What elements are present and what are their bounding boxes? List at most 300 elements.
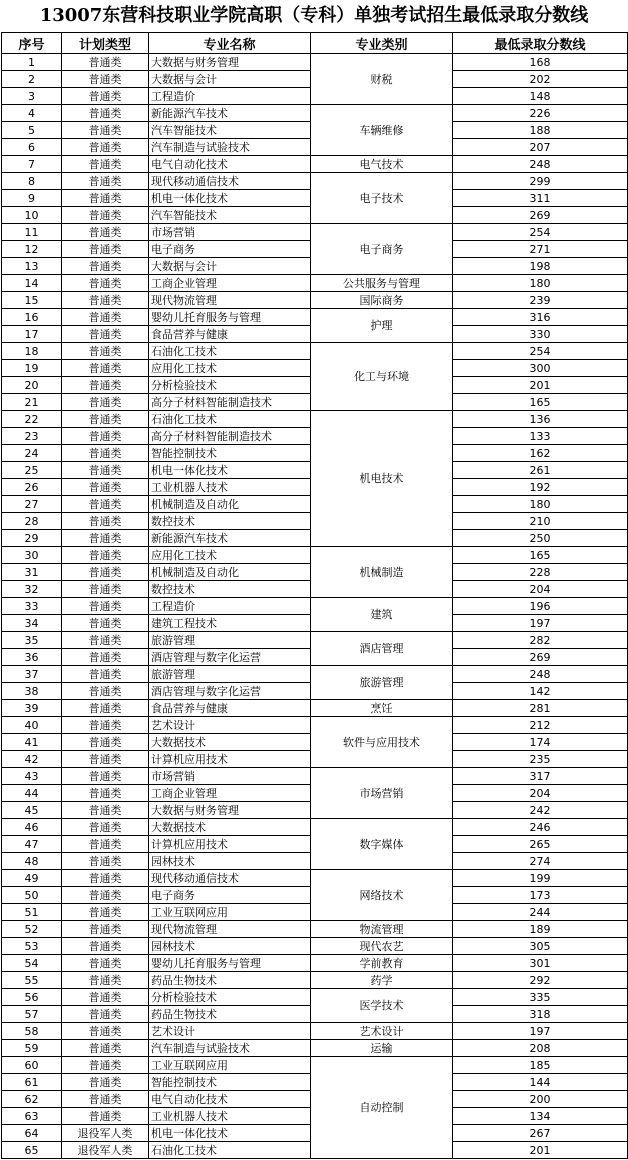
major-name: 分析检验技术	[149, 377, 311, 394]
row-index: 52	[2, 921, 62, 938]
plan-type: 普通类	[62, 1091, 149, 1108]
row-index: 36	[2, 649, 62, 666]
plan-type: 普通类	[62, 955, 149, 972]
row-index: 40	[2, 717, 62, 734]
plan-type: 普通类	[62, 479, 149, 496]
plan-type: 普通类	[62, 1040, 149, 1057]
major-name: 机械制造及自动化	[149, 564, 311, 581]
major-name: 现代移动通信技术	[149, 870, 311, 887]
min-score: 301	[453, 955, 628, 972]
row-index: 64	[2, 1125, 62, 1142]
major-name: 艺术设计	[149, 1023, 311, 1040]
major-name: 工业机器人技术	[149, 479, 311, 496]
plan-type: 普通类	[62, 156, 149, 173]
major-name: 药品生物技术	[149, 1006, 311, 1023]
major-name: 大数据与财务管理	[149, 802, 311, 819]
row-index: 38	[2, 683, 62, 700]
min-score: 202	[453, 71, 628, 88]
major-name: 应用化工技术	[149, 360, 311, 377]
plan-type: 普通类	[62, 700, 149, 717]
major-name: 大数据与会计	[149, 258, 311, 275]
row-index: 2	[2, 71, 62, 88]
row-index: 1	[2, 54, 62, 71]
min-score: 226	[453, 105, 628, 122]
min-score: 197	[453, 615, 628, 632]
major-category: 电子商务	[311, 224, 453, 275]
major-category: 药学	[311, 972, 453, 989]
major-name: 大数据技术	[149, 734, 311, 751]
major-name: 分析检验技术	[149, 989, 311, 1006]
row-index: 50	[2, 887, 62, 904]
min-score: 210	[453, 513, 628, 530]
row-index: 3	[2, 88, 62, 105]
row-index: 62	[2, 1091, 62, 1108]
table-row	[2, 105, 628, 122]
major-name: 汽车制造与试验技术	[149, 139, 311, 156]
plan-type: 普通类	[62, 802, 149, 819]
major-name: 高分子材料智能制造技术	[149, 394, 311, 411]
major-category: 物流管理	[311, 921, 453, 938]
row-index: 4	[2, 105, 62, 122]
row-index: 14	[2, 275, 62, 292]
plan-type: 普通类	[62, 938, 149, 955]
row-index: 51	[2, 904, 62, 921]
min-score: 335	[453, 989, 628, 1006]
row-index: 59	[2, 1040, 62, 1057]
row-index: 49	[2, 870, 62, 887]
row-index: 21	[2, 394, 62, 411]
row-index: 19	[2, 360, 62, 377]
row-index: 27	[2, 496, 62, 513]
row-index: 20	[2, 377, 62, 394]
table-row	[2, 955, 628, 972]
min-score: 305	[453, 938, 628, 955]
major-name: 电子商务	[149, 887, 311, 904]
major-category: 酒店管理	[311, 632, 453, 666]
table-row	[2, 598, 628, 615]
row-index: 63	[2, 1108, 62, 1125]
major-name: 市场营销	[149, 224, 311, 241]
table-row	[2, 938, 628, 955]
major-name: 电气自动化技术	[149, 1091, 311, 1108]
plan-type: 普通类	[62, 377, 149, 394]
major-name: 婴幼儿托育服务与管理	[149, 309, 311, 326]
table-row	[2, 700, 628, 717]
min-score: 148	[453, 88, 628, 105]
major-name: 电子商务	[149, 241, 311, 258]
plan-type: 普通类	[62, 224, 149, 241]
row-index: 41	[2, 734, 62, 751]
major-name: 建筑工程技术	[149, 615, 311, 632]
row-index: 17	[2, 326, 62, 343]
min-score: 204	[453, 581, 628, 598]
row-index: 23	[2, 428, 62, 445]
major-name: 汽车智能技术	[149, 207, 311, 224]
plan-type: 普通类	[62, 326, 149, 343]
plan-type: 普通类	[62, 632, 149, 649]
major-name: 大数据技术	[149, 819, 311, 836]
plan-type: 普通类	[62, 768, 149, 785]
plan-type: 普通类	[62, 445, 149, 462]
major-name: 智能控制技术	[149, 1074, 311, 1091]
major-name: 工程造价	[149, 598, 311, 615]
major-name: 园林技术	[149, 938, 311, 955]
row-index: 11	[2, 224, 62, 241]
min-score: 281	[453, 700, 628, 717]
plan-type: 普通类	[62, 683, 149, 700]
row-index: 43	[2, 768, 62, 785]
major-category: 财税	[311, 54, 453, 105]
plan-type: 普通类	[62, 1023, 149, 1040]
plan-type: 普通类	[62, 122, 149, 139]
row-index: 53	[2, 938, 62, 955]
row-index: 55	[2, 972, 62, 989]
plan-type: 普通类	[62, 785, 149, 802]
min-score: 196	[453, 598, 628, 615]
min-score: 300	[453, 360, 628, 377]
major-category: 软件与应用技术	[311, 717, 453, 768]
plan-type: 普通类	[62, 819, 149, 836]
min-score: 200	[453, 1091, 628, 1108]
major-name: 旅游管理	[149, 632, 311, 649]
min-score: 165	[453, 394, 628, 411]
min-score: 330	[453, 326, 628, 343]
min-score: 254	[453, 224, 628, 241]
major-category: 机械制造	[311, 547, 453, 598]
table-row	[2, 768, 628, 785]
plan-type: 普通类	[62, 292, 149, 309]
min-score: 197	[453, 1023, 628, 1040]
row-index: 9	[2, 190, 62, 207]
table-row	[2, 547, 628, 564]
major-name: 旅游管理	[149, 666, 311, 683]
row-index: 8	[2, 173, 62, 190]
plan-type: 普通类	[62, 615, 149, 632]
plan-type: 普通类	[62, 360, 149, 377]
plan-type: 普通类	[62, 275, 149, 292]
page-title: 13007东营科技职业学院高职（专科）单独考试招生最低录取分数线	[39, 5, 589, 26]
row-index: 45	[2, 802, 62, 819]
min-score: 204	[453, 785, 628, 802]
major-name: 食品营养与健康	[149, 700, 311, 717]
plan-type: 普通类	[62, 870, 149, 887]
row-index: 58	[2, 1023, 62, 1040]
row-index: 25	[2, 462, 62, 479]
plan-type: 普通类	[62, 258, 149, 275]
min-score: 250	[453, 530, 628, 547]
min-score: 299	[453, 173, 628, 190]
major-name: 艺术设计	[149, 717, 311, 734]
major-name: 石油化工技术	[149, 411, 311, 428]
plan-type: 普通类	[62, 921, 149, 938]
min-score: 244	[453, 904, 628, 921]
row-index: 26	[2, 479, 62, 496]
plan-type: 普通类	[62, 428, 149, 445]
table-row	[2, 275, 628, 292]
plan-type: 普通类	[62, 394, 149, 411]
row-index: 54	[2, 955, 62, 972]
table-row	[2, 173, 628, 190]
table-row	[2, 1040, 628, 1057]
min-score: 168	[453, 54, 628, 71]
row-index: 42	[2, 751, 62, 768]
row-index: 46	[2, 819, 62, 836]
plan-type: 普通类	[62, 139, 149, 156]
major-name: 新能源汽车技术	[149, 530, 311, 547]
row-index: 39	[2, 700, 62, 717]
row-index: 16	[2, 309, 62, 326]
min-score: 248	[453, 666, 628, 683]
major-category: 旅游管理	[311, 666, 453, 700]
major-name: 电气自动化技术	[149, 156, 311, 173]
plan-type: 普通类	[62, 241, 149, 258]
major-name: 市场营销	[149, 768, 311, 785]
plan-type: 普通类	[62, 105, 149, 122]
min-score: 165	[453, 547, 628, 564]
plan-type: 普通类	[62, 309, 149, 326]
major-category: 化工与环境	[311, 343, 453, 411]
major-name: 大数据与会计	[149, 71, 311, 88]
min-score: 212	[453, 717, 628, 734]
major-name: 工业机器人技术	[149, 1108, 311, 1125]
min-score: 180	[453, 496, 628, 513]
major-name: 酒店管理与数字化运营	[149, 683, 311, 700]
table-row	[2, 343, 628, 360]
major-category: 国际商务	[311, 292, 453, 309]
plan-type: 普通类	[62, 751, 149, 768]
plan-type: 普通类	[62, 513, 149, 530]
min-score: 254	[453, 343, 628, 360]
major-name: 机械制造及自动化	[149, 496, 311, 513]
major-name: 酒店管理与数字化运营	[149, 649, 311, 666]
min-score: 142	[453, 683, 628, 700]
row-index: 10	[2, 207, 62, 224]
table-row	[2, 666, 628, 683]
min-score: 274	[453, 853, 628, 870]
plan-type: 普通类	[62, 598, 149, 615]
major-name: 现代物流管理	[149, 292, 311, 309]
plan-type: 普通类	[62, 71, 149, 88]
min-score: 265	[453, 836, 628, 853]
min-score: 239	[453, 292, 628, 309]
row-index: 32	[2, 581, 62, 598]
min-score: 311	[453, 190, 628, 207]
major-category: 现代农艺	[311, 938, 453, 955]
plan-type: 普通类	[62, 666, 149, 683]
min-score: 136	[453, 411, 628, 428]
major-category: 建筑	[311, 598, 453, 632]
row-index: 37	[2, 666, 62, 683]
min-score: 248	[453, 156, 628, 173]
plan-type: 普通类	[62, 887, 149, 904]
table-row	[2, 411, 628, 428]
major-category: 学前教育	[311, 955, 453, 972]
major-category: 医学技术	[311, 989, 453, 1023]
major-name: 应用化工技术	[149, 547, 311, 564]
table-body	[2, 54, 628, 1159]
table-row	[2, 989, 628, 1006]
min-score: 261	[453, 462, 628, 479]
row-index: 29	[2, 530, 62, 547]
table-header-row	[2, 33, 628, 54]
plan-type: 普通类	[62, 190, 149, 207]
min-score: 192	[453, 479, 628, 496]
major-name: 食品营养与健康	[149, 326, 311, 343]
major-name: 汽车制造与试验技术	[149, 1040, 311, 1057]
min-score: 162	[453, 445, 628, 462]
min-score: 188	[453, 122, 628, 139]
row-index: 57	[2, 1006, 62, 1023]
row-index: 61	[2, 1074, 62, 1091]
row-index: 33	[2, 598, 62, 615]
table-row	[2, 309, 628, 326]
min-score: 228	[453, 564, 628, 581]
row-index: 13	[2, 258, 62, 275]
column-header-plan-type: 计划类型	[62, 33, 149, 54]
row-index: 24	[2, 445, 62, 462]
major-name: 智能控制技术	[149, 445, 311, 462]
row-index: 31	[2, 564, 62, 581]
major-name: 工程造价	[149, 88, 311, 105]
min-score: 318	[453, 1006, 628, 1023]
major-category: 机电技术	[311, 411, 453, 547]
min-score: 317	[453, 768, 628, 785]
plan-type: 普通类	[62, 173, 149, 190]
major-name: 机电一体化技术	[149, 462, 311, 479]
admission-score-table	[1, 32, 628, 1159]
min-score: 201	[453, 377, 628, 394]
column-header-major-name: 专业名称	[149, 33, 311, 54]
plan-type: 普通类	[62, 496, 149, 513]
table-row	[2, 224, 628, 241]
plan-type: 普通类	[62, 547, 149, 564]
row-index: 5	[2, 122, 62, 139]
major-category: 护理	[311, 309, 453, 343]
row-index: 18	[2, 343, 62, 360]
major-name: 数控技术	[149, 513, 311, 530]
plan-type: 普通类	[62, 1108, 149, 1125]
major-name: 药品生物技术	[149, 972, 311, 989]
plan-type: 普通类	[62, 207, 149, 224]
table-row	[2, 1057, 628, 1074]
major-name: 现代移动通信技术	[149, 173, 311, 190]
plan-type: 普通类	[62, 904, 149, 921]
major-name: 机电一体化技术	[149, 190, 311, 207]
row-index: 12	[2, 241, 62, 258]
min-score: 180	[453, 275, 628, 292]
plan-type: 普通类	[62, 853, 149, 870]
plan-type: 普通类	[62, 836, 149, 853]
major-category: 艺术设计	[311, 1023, 453, 1040]
major-name: 婴幼儿托育服务与管理	[149, 955, 311, 972]
min-score: 269	[453, 649, 628, 666]
row-index: 7	[2, 156, 62, 173]
plan-type: 普通类	[62, 1057, 149, 1074]
major-category: 烹饪	[311, 700, 453, 717]
row-index: 44	[2, 785, 62, 802]
table-row	[2, 819, 628, 836]
min-score: 316	[453, 309, 628, 326]
min-score: 208	[453, 1040, 628, 1057]
major-name: 工业互联网应用	[149, 904, 311, 921]
min-score: 246	[453, 819, 628, 836]
major-name: 计算机应用技术	[149, 751, 311, 768]
plan-type: 普通类	[62, 717, 149, 734]
plan-type: 普通类	[62, 88, 149, 105]
row-index: 22	[2, 411, 62, 428]
min-score: 235	[453, 751, 628, 768]
plan-type: 普通类	[62, 1006, 149, 1023]
min-score: 282	[453, 632, 628, 649]
major-category: 网络技术	[311, 870, 453, 921]
major-category: 数字媒体	[311, 819, 453, 870]
row-index: 48	[2, 853, 62, 870]
plan-type: 普通类	[62, 411, 149, 428]
plan-type: 普通类	[62, 989, 149, 1006]
major-name: 石油化工技术	[149, 343, 311, 360]
row-index: 15	[2, 292, 62, 309]
major-category: 电子技术	[311, 173, 453, 224]
plan-type: 退役军人类	[62, 1142, 149, 1159]
plan-type: 退役军人类	[62, 1125, 149, 1142]
min-score: 198	[453, 258, 628, 275]
plan-type: 普通类	[62, 564, 149, 581]
row-index: 34	[2, 615, 62, 632]
min-score: 144	[453, 1074, 628, 1091]
major-name: 计算机应用技术	[149, 836, 311, 853]
major-name: 新能源汽车技术	[149, 105, 311, 122]
table-row	[2, 972, 628, 989]
row-index: 6	[2, 139, 62, 156]
row-index: 47	[2, 836, 62, 853]
min-score: 134	[453, 1108, 628, 1125]
major-name: 工业互联网应用	[149, 1057, 311, 1074]
min-score: 207	[453, 139, 628, 156]
row-index: 60	[2, 1057, 62, 1074]
min-score: 271	[453, 241, 628, 258]
major-category: 公共服务与管理	[311, 275, 453, 292]
min-score: 201	[453, 1142, 628, 1159]
major-category: 市场营销	[311, 768, 453, 819]
plan-type: 普通类	[62, 530, 149, 547]
plan-type: 普通类	[62, 462, 149, 479]
major-name: 机电一体化技术	[149, 1125, 311, 1142]
major-name: 园林技术	[149, 853, 311, 870]
min-score: 292	[453, 972, 628, 989]
major-category: 车辆维修	[311, 105, 453, 156]
min-score: 185	[453, 1057, 628, 1074]
min-score: 173	[453, 887, 628, 904]
plan-type: 普通类	[62, 734, 149, 751]
major-name: 大数据与财务管理	[149, 54, 311, 71]
table-row	[2, 632, 628, 649]
table-row	[2, 292, 628, 309]
plan-type: 普通类	[62, 54, 149, 71]
row-index: 28	[2, 513, 62, 530]
plan-type: 普通类	[62, 1074, 149, 1091]
column-header-major-category: 专业类别	[311, 33, 453, 54]
table-row	[2, 156, 628, 173]
row-index: 65	[2, 1142, 62, 1159]
major-category: 电气技术	[311, 156, 453, 173]
major-name: 汽车智能技术	[149, 122, 311, 139]
table-row	[2, 1023, 628, 1040]
column-header-min-score: 最低录取分数线	[453, 33, 628, 54]
min-score: 242	[453, 802, 628, 819]
plan-type: 普通类	[62, 649, 149, 666]
row-index: 56	[2, 989, 62, 1006]
major-name: 高分子材料智能制造技术	[149, 428, 311, 445]
